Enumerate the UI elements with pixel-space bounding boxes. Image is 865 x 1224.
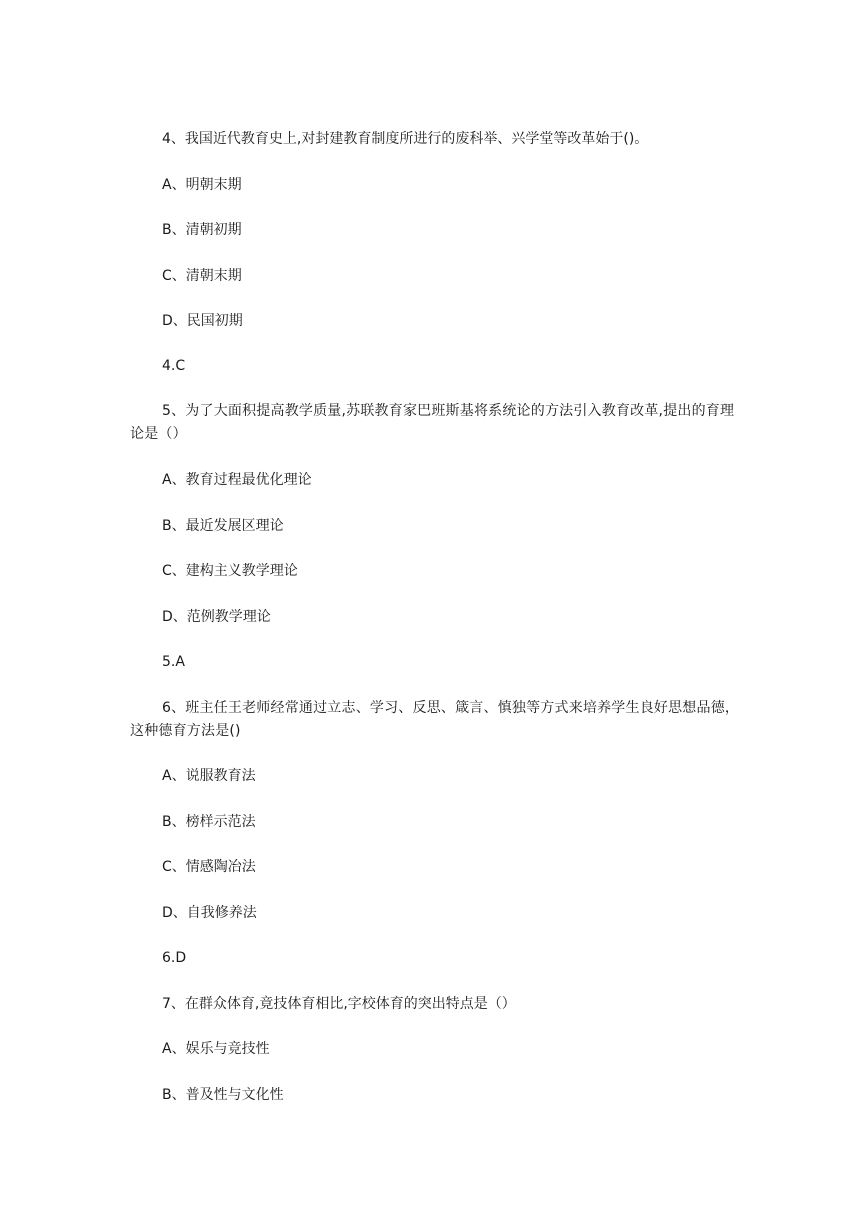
question-5-option-a: A、教育过程最优化理论: [162, 472, 312, 488]
question-5-stem: 5、为了大面积提高教学质量,苏联教育家巴班斯基将系统论的方法引入教育改革,提出的育理论是（）: [130, 403, 735, 442]
question-4-stem: 4、我国近代教育史上,对封建教育制度所进行的废科举、兴学堂等改革始于()。: [162, 131, 649, 147]
question-4-option-a: A、明朝末期: [162, 177, 242, 193]
question-7-option-b: B、普及性与文化性: [162, 1087, 284, 1103]
question-6-option-c: C、情感陶冶法: [162, 859, 256, 875]
question-5-option-c: C、建构主义教学理论: [162, 563, 298, 579]
question-4-answer: 4.C: [162, 358, 186, 374]
question-6-option-b: B、榜样示范法: [162, 814, 256, 830]
question-6-stem: 6、班主任王老师经常通过立志、学习、反思、箴言、慎独等方式来培养学生良好思想品德，这种德育方法是(): [130, 700, 740, 739]
question-4-option-d: D、民国初期: [162, 313, 243, 329]
question-5-answer: 5.A: [162, 654, 185, 670]
question-6-option-d: D、自我修养法: [162, 905, 257, 921]
question-7-stem: 7、在群众体育,竟技体育相比,字校体育的突出特点是（）: [162, 996, 516, 1012]
question-4-option-b: B、清朝初期: [162, 222, 242, 238]
question-5-option-b: B、最近发展区理论: [162, 518, 284, 534]
question-6-answer: 6.D: [162, 950, 187, 966]
question-5-option-d: D、范例教学理论: [162, 609, 271, 625]
question-7-option-a: A、娱乐与竞技性: [162, 1041, 270, 1057]
question-4-option-c: C、清朝末期: [162, 268, 242, 284]
question-6-option-a: A、说服教育法: [162, 768, 256, 784]
